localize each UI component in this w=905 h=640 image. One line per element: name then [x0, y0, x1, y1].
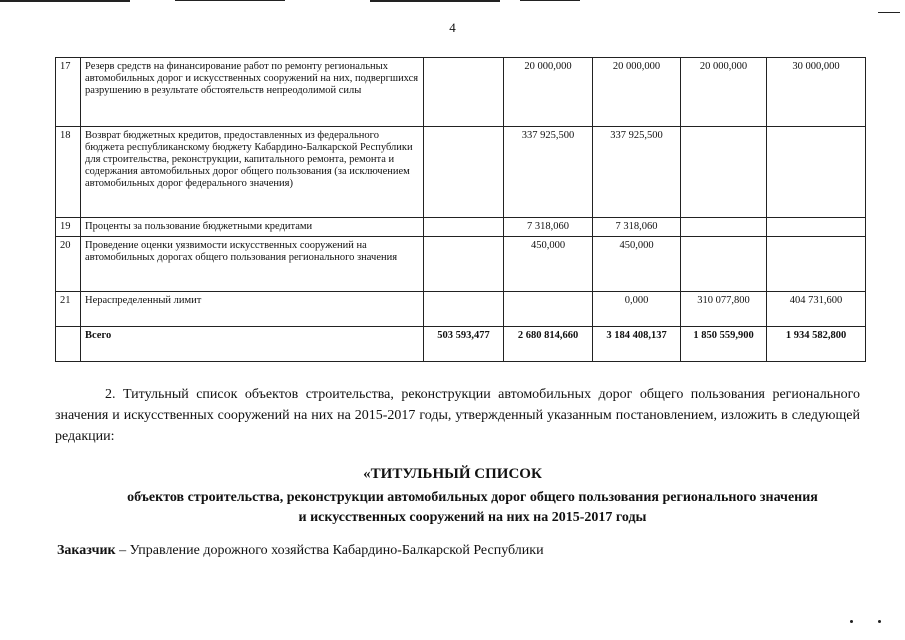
scan-artifact-dot — [850, 620, 853, 623]
cell-value — [424, 237, 504, 292]
total-value: 503 593,477 — [424, 327, 504, 362]
row-number: 19 — [56, 218, 81, 237]
customer-line — [57, 543, 544, 559]
scan-artifact-line — [175, 0, 285, 1]
cell-value: 0,000 — [593, 292, 681, 327]
customer-text: – Управление дорожного хозяйства Кабардино-Балкарской Республики — [115, 543, 544, 558]
cell-value: 20 000,000 — [681, 58, 767, 127]
cell-value: 20 000,000 — [593, 58, 681, 127]
cell-value: 7 318,060 — [504, 218, 593, 237]
row-description: Нераспределенный лимит — [81, 292, 424, 327]
section-title: «ТИТУЛЬНЫЙ СПИСОК — [363, 466, 542, 482]
cell-value — [767, 218, 866, 237]
cell-value: 337 925,500 — [504, 127, 593, 218]
table-row — [56, 127, 866, 218]
cell-value — [767, 127, 866, 218]
cell-value: 7 318,060 — [593, 218, 681, 237]
section-subtitle — [40, 488, 905, 528]
scan-artifact-line — [370, 0, 500, 2]
total-label: Всего — [81, 327, 424, 362]
cell-value — [681, 218, 767, 237]
total-value: 1 850 559,900 — [681, 327, 767, 362]
total-value: 2 680 814,660 — [504, 327, 593, 362]
scan-artifact-line — [0, 0, 130, 2]
scan-artifact-line — [878, 12, 900, 13]
table-row — [56, 237, 866, 292]
row-number: 21 — [56, 292, 81, 327]
cell-value: 337 925,500 — [593, 127, 681, 218]
customer-label: Заказчик — [57, 543, 116, 558]
row-description: Проценты за пользование бюджетными кредитами — [81, 218, 424, 237]
row-number: 17 — [56, 58, 81, 127]
body-paragraph: 2. Титульный список объектов строительства, реконструкции автомобильных дорог общего пользования регионального значения и искусственных сооружений на них на 2015-2017 годы, утвержденный указанным постановлением, изложить в следующей редакции: — [55, 387, 860, 444]
table-row — [56, 292, 866, 327]
cell-value: 310 077,800 — [681, 292, 767, 327]
total-value: 3 184 408,137 — [593, 327, 681, 362]
cell-value — [424, 218, 504, 237]
row-description: Возврат бюджетных кредитов, предоставленных из федерального бюджета республиканскому бюджету Кабардино-Балкарской Республики для строительства, реконструкции, капитального ремонта, ремонта и содержания автомобильных дорог общего пользования (за исключением автомобильных дорог федерального значения) — [81, 127, 424, 218]
cell-value — [424, 292, 504, 327]
table-row — [56, 218, 866, 237]
table-row — [56, 58, 866, 127]
cell-value — [681, 237, 767, 292]
section-subtitle-line: объектов строительства, реконструкции автомобильных дорог общего пользования регионального значения — [127, 490, 818, 505]
scan-artifact-dot — [878, 620, 881, 623]
cell-value — [681, 127, 767, 218]
cell-value — [424, 58, 504, 127]
table-total-row — [56, 327, 866, 362]
row-description: Резерв средств на финансирование работ по ремонту региональных автомобильных дорог и искусственных сооружений на них, подвергшихся разрушению в результате обстоятельств непреодолимой силы — [81, 58, 424, 127]
cell-value — [767, 237, 866, 292]
row-number: 20 — [56, 237, 81, 292]
cell-value: 450,000 — [504, 237, 593, 292]
cell-value: 450,000 — [593, 237, 681, 292]
cell-value — [504, 292, 593, 327]
total-value: 1 934 582,800 — [767, 327, 866, 362]
row-number — [56, 327, 81, 362]
cell-value — [424, 127, 504, 218]
page-number: 4 — [449, 20, 456, 35]
cell-value: 404 731,600 — [767, 292, 866, 327]
scan-artifact-line — [520, 0, 580, 1]
cell-value: 20 000,000 — [504, 58, 593, 127]
row-number: 18 — [56, 127, 81, 218]
budget-table — [55, 57, 866, 362]
cell-value: 30 000,000 — [767, 58, 866, 127]
row-description: Проведение оценки уязвимости искусственных сооружений на автомобильных дорогах общего пользования регионального значения — [81, 237, 424, 292]
section-subtitle-line: и искусственных сооружений на них на 2015-2017 годы — [298, 510, 647, 525]
